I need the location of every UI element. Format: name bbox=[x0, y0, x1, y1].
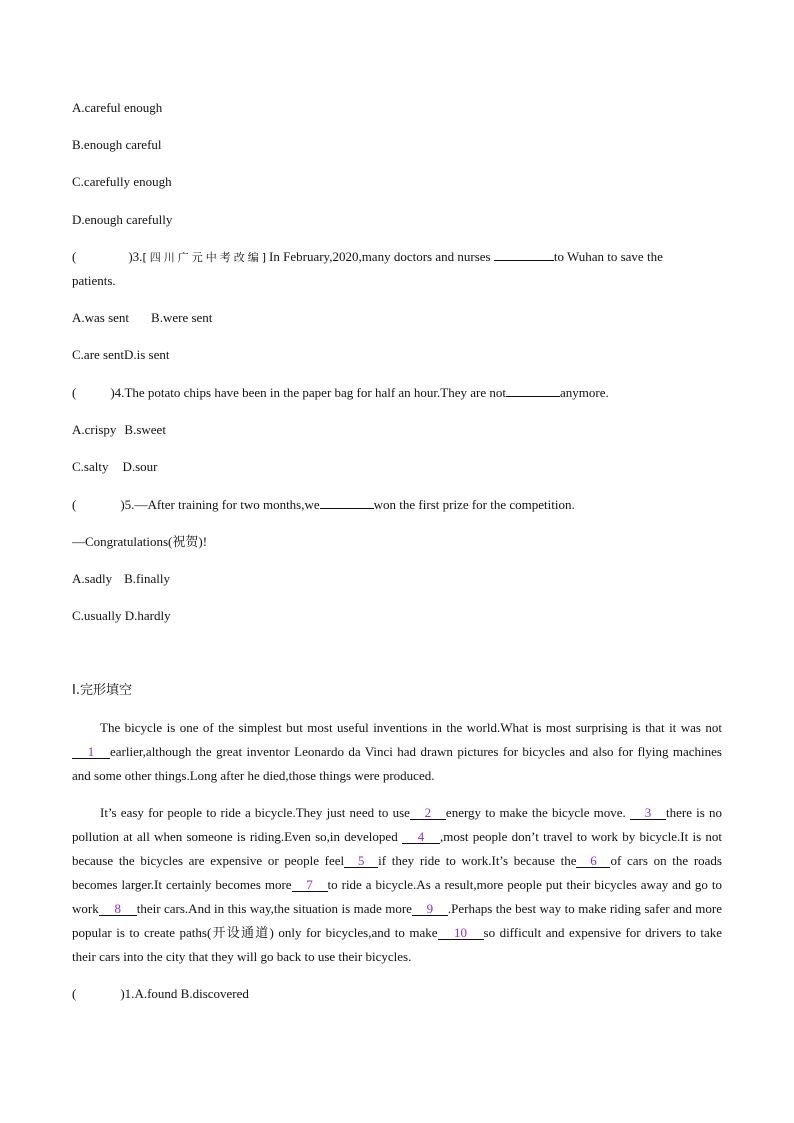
q3-options-cd: C.are sentD.is sent bbox=[72, 347, 170, 362]
blank-9[interactable]: 9 bbox=[412, 902, 448, 916]
passage-p2-j: so difficult and expensive for drivers to take their cars into the city that they will go back to use their bicycles. bbox=[72, 925, 722, 964]
q3-option-b: B.were sent bbox=[151, 310, 213, 325]
passage-p1-b: earlier,although the great inventor Leonardo da Vinci had drawn pictures for bicycles and also for flying machines and some other things.Long after he died,those things were produced. bbox=[72, 744, 722, 783]
q3-open-paren: ( bbox=[72, 249, 77, 264]
passage-p2-b: energy to make the bicycle move. bbox=[445, 805, 626, 820]
q4-option-c: C.salty bbox=[72, 459, 109, 474]
q5-blank[interactable] bbox=[320, 495, 374, 509]
q4-blank[interactable] bbox=[506, 383, 560, 397]
passage-p1-a: The bicycle is one of the simplest but most useful inventions in the world.What is most surprising is that it was not bbox=[100, 720, 722, 735]
q5-option-a: A.sadly bbox=[72, 571, 113, 586]
passage-p2-e: if they ride to work.It’s because the bbox=[378, 853, 577, 868]
passage-p2-d: ,most people don’t travel to work by bicycle.It is not because the bicycles are expensive or people feel bbox=[72, 829, 722, 868]
q5-options-ab bbox=[72, 567, 722, 591]
q5-options-cd: C.usually D.hardly bbox=[72, 608, 171, 623]
cloze-q1 bbox=[72, 982, 722, 1006]
blank-8[interactable]: 8 bbox=[99, 902, 137, 916]
passage-p2-c: there is no pollution at all when someone is riding.Even so,in developed bbox=[72, 805, 723, 844]
q3-options-ab bbox=[72, 306, 722, 330]
cloze-q1-options: A.found B.discovered bbox=[134, 986, 249, 1001]
q4-stem bbox=[72, 381, 722, 405]
passage-p2-f: of cars on the roads becomes larger.It certainly becomes more bbox=[72, 853, 722, 892]
passage-p2-h: their cars.And in this way,the situation is made more bbox=[136, 901, 412, 916]
q3-stem bbox=[72, 245, 722, 270]
cloze-q1-open-paren: ( bbox=[72, 986, 77, 1001]
q3-option-a: A.was sent bbox=[72, 310, 130, 325]
cloze-q1-number: )1. bbox=[120, 986, 135, 1001]
q3-blank[interactable] bbox=[494, 247, 554, 261]
blank-3[interactable]: 3 bbox=[630, 806, 666, 820]
passage-p2-i: .Perhaps the best way to make riding safer and more popular is to create paths(开设通道) only for bicycles,and to make bbox=[72, 901, 722, 940]
passage-paragraph-2 bbox=[72, 801, 722, 969]
q4-options-cd bbox=[72, 455, 722, 479]
q4-open-paren: ( bbox=[72, 385, 77, 400]
q5-text-a: —After training for two months,we bbox=[134, 497, 320, 512]
q2-option-b: B.enough careful bbox=[72, 137, 162, 152]
q4-options-ab bbox=[72, 418, 722, 442]
q4-option-d: D.sour bbox=[122, 459, 158, 474]
blank-5[interactable]: 5 bbox=[344, 854, 378, 868]
q5-number: )5. bbox=[120, 497, 135, 512]
q2-option-c: C.carefully enough bbox=[72, 174, 172, 189]
section-title: Ⅰ.完形填空 bbox=[72, 683, 132, 698]
blank-1[interactable]: 1 bbox=[72, 745, 110, 759]
blank-10[interactable]: 10 bbox=[438, 926, 484, 940]
q5-option-b: B.finally bbox=[124, 571, 170, 586]
q2-option-a: A.careful enough bbox=[72, 100, 163, 115]
q4-text-a: The potato chips have been in the paper bag for half an hour.They are not bbox=[124, 385, 506, 400]
q4-text-b: anymore. bbox=[560, 385, 609, 400]
passage-p2-a: It’s easy for people to ride a bicycle.They just need to use bbox=[100, 805, 410, 820]
q5-reply: —Congratulations(祝贺)! bbox=[72, 534, 208, 549]
q2-option-d: D.enough carefully bbox=[72, 212, 173, 227]
passage-paragraph-1 bbox=[72, 716, 722, 788]
blank-6[interactable]: 6 bbox=[576, 854, 610, 868]
q5-open-paren: ( bbox=[72, 497, 77, 512]
q4-option-b: B.sweet bbox=[124, 422, 166, 437]
passage-p2-g: to ride a bicycle.As a result,more people put their bicycles away and go to work bbox=[72, 877, 722, 916]
q3-source: [四川广元中考改编] bbox=[142, 251, 270, 264]
q5-text-b: won the first prize for the competition. bbox=[373, 497, 575, 512]
q4-number: )4. bbox=[110, 385, 125, 400]
q3-text-c: patients. bbox=[72, 273, 116, 288]
blank-4[interactable]: 4 bbox=[402, 830, 440, 844]
q3-text-a: In February,2020,many doctors and nurses bbox=[269, 249, 491, 264]
blank-7[interactable]: 7 bbox=[292, 878, 328, 892]
q5-stem bbox=[72, 493, 722, 517]
q4-option-a: A.crispy bbox=[72, 422, 117, 437]
q3-number: )3. bbox=[128, 249, 143, 264]
blank-2[interactable]: 2 bbox=[410, 806, 446, 820]
q3-text-b: to Wuhan to save the bbox=[553, 249, 663, 264]
